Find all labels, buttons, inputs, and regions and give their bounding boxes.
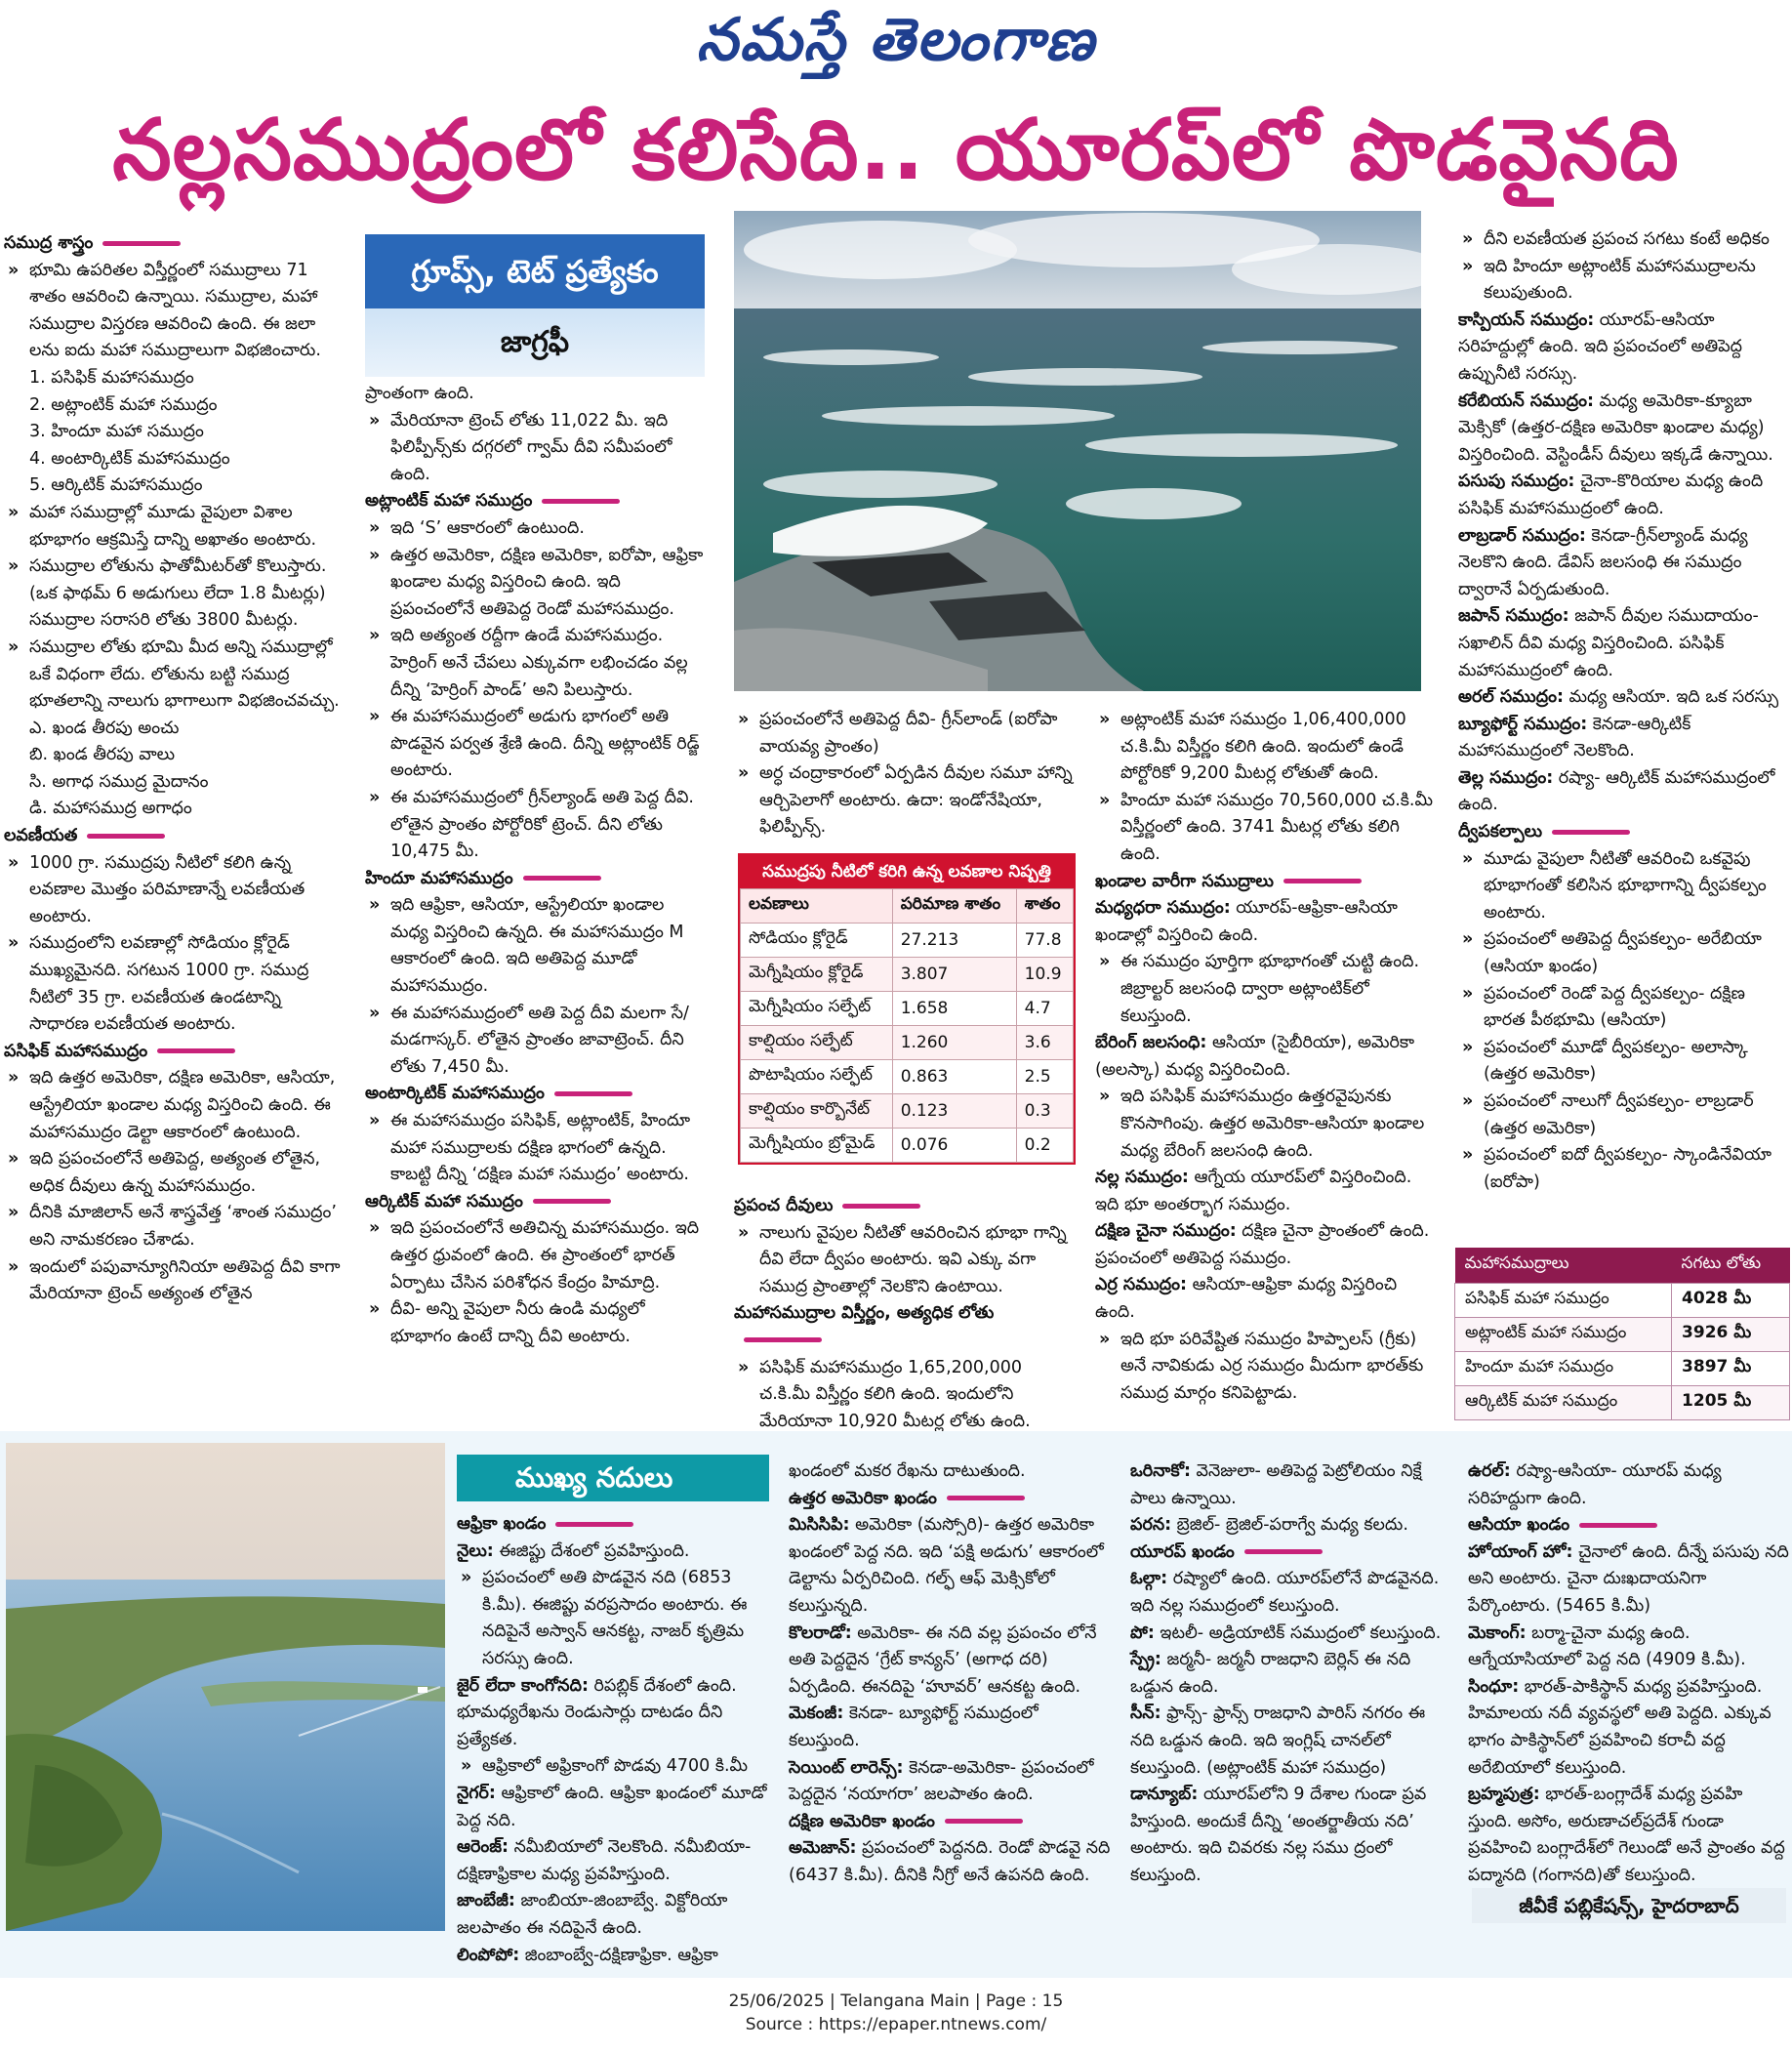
numbered-item: 4. అంటార్కిటిక్ మహాసముద్రం <box>29 448 230 469</box>
bullet-point: » ప్రపంచంలో ఐదో ద్వీపకల్పం- స్కాండినేవియా (ఐరోపా) <box>1458 1142 1790 1196</box>
bullet-point: » హిందూ మహా సముద్రం 70,560,000 చ.కి.మీ విస్తీర్ణంలో ఉంది. 3741 మీటర్ల లోతు కలిగి ఉంది. <box>1095 788 1439 869</box>
term-label: కాస్పియన్ సముద్రం: <box>1458 309 1595 330</box>
term-description: మధ్య ఆసియా. ఇది ఒక సరస్సు <box>1563 687 1779 708</box>
table-cell: 77.8 <box>1016 924 1073 958</box>
keyed-paragraph <box>1095 1218 1439 1272</box>
bullet-point: » ప్రపంచంలో అతిపెద్ద ద్వీపకల్పం- అరేబియా (ఆసియా ఖండం) <box>1458 926 1790 980</box>
term-description: జాంబియా-జింబాబ్వే. విక్టోరియా జలపాతం ఈ నదిపైనే ఉంది. <box>457 1891 728 1938</box>
table-row <box>741 1094 1074 1129</box>
depth-table-header: సగటు లోతు <box>1672 1248 1790 1284</box>
bullet-point: » దీనికి మాజిలాన్ అనే శాస్త్రవేత్త ‘శాంత సముద్రం’ అని నామకరణం చేశాడు. <box>4 1200 344 1253</box>
keyed-paragraph <box>1458 389 1790 470</box>
bullet-point: » పసిఫిక్ మహాసముద్రం 1,65,200,000 చ.కి.మీ విస్తీర్ణం కలిగి ఉంది. ఇందులోని మేరియానా 10,920 మీటర్ల లోతు ఉంది. <box>734 1355 1078 1436</box>
term-label: అమెజాన్: <box>789 1838 857 1859</box>
heading-accent-rule <box>533 1199 611 1204</box>
term-description: జింబాంబ్వే-దక్షిణాఫ్రికా. ఆఫ్రికా <box>519 1945 718 1965</box>
table-cell: 4.7 <box>1016 992 1073 1026</box>
keyed-paragraph <box>789 1701 1111 1754</box>
term-description: రిపబ్లిక్ దేశంలో ఉంది. భూమధ్యరేఖను రెండుసార్లు దాటడం దీని ప్రత్యేకత. <box>457 1675 737 1749</box>
heading-accent-rule <box>87 834 165 839</box>
section-heading <box>789 1486 1111 1513</box>
term-label: డాన్యూబ్: <box>1130 1785 1199 1805</box>
keyed-paragraph <box>1458 523 1790 604</box>
term-label: కరేబియన్ సముద్రం: <box>1458 390 1594 411</box>
section-heading <box>365 488 707 515</box>
term-label: మెకాంగ్: <box>1468 1622 1527 1643</box>
heading-accent-rule <box>1283 879 1362 883</box>
rivers-column-2 <box>789 1458 1111 1890</box>
footer-date-page: 25/06/2025 | Telangana Main | Page : 15 <box>728 1991 1064 2011</box>
term-description: ఆసియా-ఆఫ్రికా మధ్య విస్తరించి ఉంది. <box>1095 1275 1398 1323</box>
heading-accent-rule <box>744 1337 822 1342</box>
bullet-point: » ప్రపంచంలోనే అతిపెద్ద దీవి- గ్రీన్‌లాండ్ (ఐరోపా వాయవ్య ప్రాంతం) <box>734 707 1078 760</box>
headline: నల్లసముద్రంలో కలిసేది.. యూరప్‌లో పొడవైనది <box>112 102 1680 199</box>
bullet-point: » 1000 గ్రా. సముద్రపు నీటిలో కలిగి ఉన్న లవణాల మొత్తం పరిమాణాన్నే లవణీయత అంటారు. <box>4 850 344 931</box>
section-heading-text: ఆఫ్రికా ఖండం <box>457 1514 547 1534</box>
keyed-paragraph <box>1468 1782 1790 1889</box>
heading-accent-rule <box>523 876 601 881</box>
section-heading-text: లవణీయత <box>4 826 78 846</box>
term-description: జపాన్ దీవుల సముదాయం-సఖాలిన్ దీవి మధ్య విస్తరించింది. పసిఫిక్ మహాసముద్రంలో ఉంది. <box>1458 606 1759 680</box>
table-row <box>741 1060 1074 1094</box>
section-heading <box>789 1809 1111 1836</box>
keyed-paragraph <box>1130 1621 1452 1648</box>
salt-table-header: లవణాలు <box>741 889 893 924</box>
table-cell: మెగ్నీషియం బ్రోమైడ్ <box>741 1129 893 1163</box>
table-row <box>741 1129 1074 1163</box>
term-label: లాబ్రడార్ సముద్రం: <box>1458 525 1586 546</box>
bullet-point: » మూడు వైపులా నీటితో ఆవరించి ఒకవైపు భూభాగంతో కలిసిన భూభాగాన్ని ద్వీపకల్పం అంటారు. <box>1458 846 1790 927</box>
numbered-item: సి. అగాధ సముద్ర మైదానం <box>29 771 209 792</box>
term-label: జాంబేజీ: <box>457 1891 515 1911</box>
column-5 <box>1458 226 1790 1196</box>
section-heading <box>1468 1512 1790 1540</box>
section-heading <box>1458 819 1790 846</box>
keyed-paragraph <box>1095 895 1439 949</box>
heading-accent-rule <box>947 1496 1025 1500</box>
term-description: వెనెజులా- అతిపెద్ద పెట్రోలియం నిక్షే పాలు ఉన్నాయి. <box>1130 1461 1422 1508</box>
keyed-paragraph <box>1095 1165 1439 1218</box>
keyed-paragraph <box>1458 684 1790 712</box>
paragraph: ప్రాంతంగా ఉంది. <box>365 384 474 403</box>
keyed-paragraph <box>1458 308 1790 389</box>
keyed-paragraph <box>1130 1647 1452 1701</box>
term-label: మెకంజీ: <box>789 1704 844 1724</box>
keyed-paragraph <box>457 1943 779 1970</box>
term-label: సింధూ: <box>1468 1676 1520 1697</box>
term-description: కెనడా-గ్రీన్‌ల్యాండ్ మధ్య నెలకొని ఉంది. డేవిస్ జలసంధి ఈ సముద్రం ద్వారానే ఏర్పడుతుంది. <box>1458 525 1748 599</box>
publisher-credit: జీవీకే పబ్లికేషన్స్, హైదరాబాద్ <box>1472 1888 1786 1923</box>
footer-source: Source : https://epaper.ntnews.com/ <box>745 2015 1047 2034</box>
section-heading-text: యూరప్ ఖండం <box>1130 1541 1235 1562</box>
table-cell: 0.2 <box>1016 1129 1073 1163</box>
section-heading <box>1130 1540 1452 1567</box>
section-heading <box>457 1511 779 1539</box>
section-heading-text: ప్రపంచ దీవులు <box>734 1196 834 1215</box>
ocean-waves-photo <box>734 211 1421 691</box>
bullet-point: » ఇది అత్యంత రద్దీగా ఉండే మహాసముద్రం. హెర్రింగ్ అనే చేపలు ఎక్కువగా లభించడం వల్ల దీన్ని ‘హెర్రింగ్ పాండ్’ అని పిలుస్తారు. <box>365 623 707 704</box>
term-label: హోయాంగ్ హో: <box>1468 1541 1573 1562</box>
column-3a <box>734 707 1078 842</box>
keyed-paragraph <box>1130 1782 1452 1889</box>
term-description: ఇటలీ- అడ్రియాటిక్ సముద్రంలో కలుస్తుంది. <box>1154 1622 1442 1643</box>
table-cell: హిందూ మహా సముద్రం <box>1455 1352 1672 1386</box>
bullet-point: » ఆఫ్రికాలో అఫ్రికాంగో పొడవు 4700 కి.మీ <box>457 1753 779 1781</box>
table-cell: 2.5 <box>1016 1060 1073 1094</box>
term-label: బ్యూఫోర్ట్ సముద్రం: <box>1458 714 1588 734</box>
term-description: ఆగ్నేయ యూరప్‌లో విస్తరించింది. ఇది భూ అంతర్భాగ సముద్రం. <box>1095 1168 1412 1214</box>
keyed-paragraph <box>457 1673 779 1754</box>
rivers-column-4 <box>1468 1458 1790 1890</box>
keyed-paragraph <box>1458 712 1790 765</box>
section-heading <box>365 1081 707 1108</box>
bullet-point: » అర్ధ చంద్రాకారంలో ఏర్పడిన దీవుల సమూ హాన్ని ఆర్చిపెలాగో అంటారు. ఉదా: ఇండోనేషియా, ఫిలిప్పీన్స్. <box>734 760 1078 842</box>
term-description: భారత్-బంగ్లాదేశ్ మధ్య ప్రవహి స్తుంది. అసోం, అరుణాచల్‌ప్రదేశ్ గుండా ప్రవహించి బంగ్లాదేశ్‌లో గెలుండో అనే ప్రాంతం వద్ద పద్మానది (గంగానది)తో కలుస్తుంది. <box>1468 1785 1785 1885</box>
table-cell: ఆర్కిటిక్ మహా సముద్రం <box>1455 1386 1672 1420</box>
bullet-point: » ఇది ఆఫ్రికా, ఆసియా, ఆస్ట్రేలియా ఖండాల మధ్య విస్తరించి ఉన్నది. ఈ మహాసముద్రం M ఆకారంలో ఉంది. ఇది అతిపెద్ద మూడో మహాసముద్రం. <box>365 892 707 1000</box>
section-heading-text: మహాసముద్రాల విస్తీర్ణం, అత్యధిక లోతు <box>734 1303 995 1324</box>
ocean-depth-table <box>1454 1248 1790 1420</box>
keyed-paragraph <box>789 1835 1111 1889</box>
table-cell: 1205 మీ <box>1672 1386 1790 1420</box>
table-row <box>1455 1386 1790 1420</box>
keyed-paragraph <box>1468 1458 1790 1512</box>
keyed-paragraph <box>457 1781 779 1834</box>
section-tag <box>365 234 705 377</box>
numbered-item: బి. ఖండ తీరపు వాలు <box>29 745 176 765</box>
keyed-paragraph <box>1468 1674 1790 1782</box>
term-description: ప్రపంచంలో పెద్దనది. రెండో పొడవై నది (6437 కి.మీ). దీనికి నీగ్రో అనే ఉపనది ఉంది. <box>789 1838 1111 1885</box>
term-label: అరల్ సముద్రం: <box>1458 687 1564 708</box>
paragraph: ఖండంలో మకర రేఖను దాటుతుంది. <box>789 1461 1026 1481</box>
table-cell: 10.9 <box>1016 958 1073 992</box>
salt-proportion-table <box>738 853 1076 1165</box>
term-label: ఒరినాకో: <box>1130 1461 1191 1481</box>
term-label: బేరింగ్ జలసంధి: <box>1095 1033 1207 1053</box>
bullet-point: » ఇది భూ పరివేష్టిత సముద్రం హిప్పాలస్ (గ్రీకు) అనే నావికుడు ఎర్ర సముద్రం మీదుగా భారత్‌కు సముద్ర మార్గం కనిపెట్టాడు. <box>1095 1327 1439 1408</box>
section-heading-text: అంటార్కిటిక్ మహాసముద్రం <box>365 1084 545 1104</box>
bullet-point: » భూమి ఉపరితల విస్తీర్ణంలో సముద్రాలు 71 శాతం ఆవరించి ఉన్నాయి. సముద్రాల, మహా సముద్రాల విస్తరణ ఆవరించి ఉంది. ఈ జలా లను ఐదు మహా సముద్రాలుగా విభజించారు. <box>4 258 344 365</box>
term-description: యూరప్-ఆసియా సరిహద్దుల్లో ఉంది. ఇది ప్రపంచంలో అతిపెద్ద ఉప్పునీటి సరస్సు. <box>1458 309 1742 384</box>
bullet-point: » ప్రపంచంలో మూడో ద్వీపకల్పం- అలాస్కా (ఉత్తర అమెరికా) <box>1458 1035 1790 1088</box>
section-heading-text: ద్వీపకల్పాలు <box>1458 822 1543 842</box>
bullet-point: » ఇది ‘S’ ఆకారంలో ఉంటుంది. <box>365 515 707 543</box>
bullet-point: » ఇది ప్రపంచంలోనే అతిపెద్ద, అత్యంత లోతైన, అధిక దీవులు ఉన్న మహాసముద్రం. <box>4 1146 344 1200</box>
term-label: మధ్యధరా సముద్రం: <box>1095 898 1231 919</box>
heading-accent-rule <box>555 1522 633 1527</box>
keyed-paragraph <box>1468 1540 1790 1621</box>
bullet-point: » మహా సముద్రాల్లో మూడు వైపులా విశాల భూభాగం ఆక్రమిస్తే దాన్ని అఖాతం అంటారు. <box>4 500 344 554</box>
table-row <box>1455 1284 1790 1318</box>
table-row <box>741 924 1074 958</box>
keyed-paragraph <box>1458 603 1790 684</box>
keyed-paragraph <box>1130 1566 1452 1620</box>
bullet-point: » ఉత్తర అమెరికా, దక్షిణ అమెరికా, ఐరోపా, ఆఫ్రికా ఖండాల మధ్య విస్తరించి ఉంది. ఇది ప్రపంచంలోనే అతిపెద్ద రెండో మహాసముద్రం. <box>365 543 707 624</box>
bullet-point: » సముద్రాల లోతును ఫాతోమీటర్‌తో కొలుస్తారు. (ఒక ఫాథమ్ 6 అడుగులు లేదా 1.8 మీటర్లు) సముద్రాల సరాసరి లోతు 3800 మీటర్లు. <box>4 554 344 635</box>
heading-accent-rule <box>157 1048 235 1053</box>
keyed-paragraph <box>457 1888 779 1942</box>
term-label: తెల్ల సముద్రం: <box>1458 767 1554 788</box>
table-cell: 3926 మీ <box>1672 1318 1790 1352</box>
term-label: పరన: <box>1130 1515 1172 1536</box>
table-cell: 3.807 <box>892 958 1016 992</box>
section-heading <box>734 1300 1078 1354</box>
term-description: కెనడా- బ్యూఫోర్ట్ సముద్రంలో కలుస్తుంది. <box>789 1704 1039 1750</box>
term-description: కెనడా-అమెరికా- ప్రపంచంలో పెద్దదైన ‘నయాగరా’ జలపాతం ఉంది. <box>789 1757 1094 1805</box>
keyed-paragraph <box>1130 1512 1452 1540</box>
section-heading <box>734 1193 1078 1220</box>
salt-table-grid <box>740 888 1074 1163</box>
keyed-paragraph <box>1468 1621 1790 1674</box>
bullet-point: » నాలుగు వైపుల నీటితో ఆవరించిన భూభా గాన్ని దీవి లేదా ద్వీపం అంటారు. ఇవి ఎక్కు వగా సముద్ర ప్రాంతాల్లో నెలకొని ఉంటాయి. <box>734 1220 1078 1301</box>
table-cell: కాల్షియం కార్బొనేట్ <box>741 1094 893 1129</box>
term-description: ఆసియా (సైబీరియా), అమెరికా (అలస్కా) మధ్య విస్తరించింది. <box>1095 1033 1415 1080</box>
term-description: ఆఫ్రికాలో ఉంది. ఆఫ్రికా ఖండంలో మూడో పెద్ద నది. <box>457 1783 767 1830</box>
keyed-paragraph <box>789 1755 1111 1809</box>
keyed-paragraph <box>789 1621 1111 1702</box>
term-label: నల్ల సముద్రం: <box>1095 1168 1189 1188</box>
term-description: ఈజిప్టు దేశంలో ప్రవహిస్తుంది. <box>493 1540 690 1561</box>
term-label: దక్షిణ చైనా సముద్రం: <box>1095 1221 1237 1242</box>
salt-table-header: పరిమాణ శాతం <box>892 889 1016 924</box>
bullet-point: » ఈ మహాసముద్రంలో అతి పెద్ద దీవి మలగా సే/మడగాస్కర్. లోతైన ప్రాంతం జావాట్రెంచ్. దీని లోతు 7,450 మీ. <box>365 1001 707 1082</box>
term-description: రష్యాలో ఉంది. యూరప్‌లోనే పొడవైనది. ఇది నల్ల సముద్రంలో కలుస్తుంది. <box>1130 1569 1440 1616</box>
bullet-point: » ఈ మహాసముద్రం పసిఫిక్, అట్లాంటిక్, హిందూ మహా సముద్రాలకు దక్షిణ భాగంలో ఉన్నది. కాబట్టి దీన్ని ‘దక్షిణ మహా సముద్రం’ అంటారు. <box>365 1108 707 1189</box>
bullet-point: » దీని లవణీయత ప్రపంచ సగటు కంటే అధికం <box>1458 226 1790 254</box>
section-heading <box>1095 869 1439 896</box>
table-cell: మెగ్నీషియం సల్ఫేట్ <box>741 992 893 1026</box>
bullet-point: » ఇది హిందూ అట్లాంటిక్ మహాసముద్రాలను కలుపుతుంది. <box>1458 254 1790 308</box>
term-label: నైగర్: <box>457 1783 496 1803</box>
term-description: యూరప్-ఆఫ్రికా-ఆసియా ఖండాల్లో విస్తరించి ఉంది. <box>1095 898 1398 945</box>
table-cell: 1.260 <box>892 1026 1016 1060</box>
term-description: ఫ్రాన్స్- ఫ్రాన్స్ రాజధాని పారిస్ నగరం ఈ నది ఒడ్డున ఉంది. ఇది ఇంగ్లిష్ చానల్‌లో కలుస్తుంది. (అట్లాంటిక్ మహా సముద్రం) <box>1130 1704 1426 1778</box>
bullet-point: » అట్లాంటిక్ మహా సముద్రం 1,06,400,000 చ.కి.మీ విస్తీర్ణం కలిగి ఉంది. ఇందులో ఉండే పోర్టోరికో 9,200 మీటర్ల లోతుతో ఉంది. <box>1095 707 1439 788</box>
section-heading-text: అట్లాంటిక్ మహా సముద్రం <box>365 491 533 512</box>
term-label: స్ప్రే: <box>1130 1650 1161 1670</box>
table-cell: పొటాషియం సల్ఫేట్ <box>741 1060 893 1094</box>
numbered-item: 2. అట్లాంటిక్ మహా సముద్రం <box>29 394 218 415</box>
table-row <box>741 1026 1074 1060</box>
section-heading-text: పసిఫిక్ మహాసముద్రం <box>4 1041 148 1061</box>
section-heading <box>4 823 344 850</box>
table-cell: 3.6 <box>1016 1026 1073 1060</box>
bullet-point: » ప్రపంచంలో రెండో పెద్ద ద్వీపకల్పం- దక్షిణ భారత పీఠభూమి (ఆసియా) <box>1458 981 1790 1035</box>
section-heading-text: ఖండాల వారీగా సముద్రాలు <box>1095 871 1274 891</box>
rivers-heading: ముఖ్య నదులు <box>457 1455 769 1501</box>
table-row <box>741 992 1074 1026</box>
bullet-point: » ఈ మహాసముద్రంలో గ్రీన్‌ల్యాండ్ అతి పెద్ద దీవి. లోతైన ప్రాంతం పోర్టోరికో ట్రెంచ్. దీని లోతు 10,475 మీ. <box>365 785 707 866</box>
tag-title: గ్రూప్స్, టెట్ ప్రత్యేకం <box>365 234 705 308</box>
numbered-item: 1. పసిఫిక్ మహాసముద్రం <box>29 367 194 388</box>
table-cell: 0.076 <box>892 1129 1016 1163</box>
term-description: నమీబియాలో నెలకొంది. నమీబియా-దక్షిణాఫ్రికాల మధ్య ప్రవహిస్తుంది. <box>457 1837 752 1884</box>
section-heading <box>365 866 707 893</box>
table-cell: 4028 మీ <box>1672 1284 1790 1318</box>
bullet-point: » దీవి- అన్ని వైపులా నీరు ఉండి మధ్యలో భూభాగం ఉంటే దాన్ని దీవి అంటారు. <box>365 1296 707 1350</box>
column-4 <box>1095 707 1439 1407</box>
heading-accent-rule <box>842 1204 920 1209</box>
term-description: బర్మా-చైనా మధ్య ఉంది. ఆగ్నేయాసియాలో పెద్ద నది (4909 కి.మీ). <box>1468 1622 1746 1670</box>
term-description: చైనా-కొరియాల మధ్య ఉంది పసిఫిక్ మహాసముద్రంలో ఉంది. <box>1458 472 1764 518</box>
section-heading-text: దక్షిణ అమెరికా ఖండం <box>789 1811 935 1831</box>
term-description: మధ్య అమెరికా-క్యూబా మెక్సికో (ఉత్తర-దక్షిణ అమెరికా ఖండాల మధ్య) విస్తరించింది. వెస్టిండీస్ దీవులు ఇక్కడే ఉన్నాయి. <box>1458 390 1773 465</box>
term-label: ఆరెంజ్: <box>457 1837 509 1858</box>
term-label: ఎర్ర సముద్రం: <box>1095 1275 1187 1295</box>
river-aerial-photo <box>6 1443 445 1931</box>
table-cell: 0.123 <box>892 1094 1016 1129</box>
keyed-paragraph <box>1458 765 1790 819</box>
term-description: బ్రెజిల్- బ్రెజిల్-పరాగ్వే మధ్య కలదు. <box>1171 1515 1408 1536</box>
heading-accent-rule <box>1244 1549 1323 1554</box>
heading-accent-rule <box>1579 1523 1657 1528</box>
table-cell: అట్లాంటిక్ మహా సముద్రం <box>1455 1318 1672 1352</box>
heading-accent-rule <box>554 1091 632 1096</box>
term-label: నైలు: <box>457 1540 494 1561</box>
bullet-point: » మేరియానా ట్రెంచ్ లోతు 11,022 మీ. ఇది ఫిలిప్పీన్స్‌కు దగ్గరలో గ్వామ్ దీవి సమీపంలో ఉంది. <box>365 408 707 489</box>
term-label: ఉరల్: <box>1468 1461 1511 1481</box>
term-label: సెయింట్ లారెన్స్: <box>789 1757 904 1778</box>
heading-accent-rule <box>542 499 620 504</box>
table-cell: 0.863 <box>892 1060 1016 1094</box>
table-cell: సోడియం క్లోరైడ్ <box>741 924 893 958</box>
rivers-column-1 <box>457 1511 779 1969</box>
table-cell: మెగ్నీషియం క్లోరైడ్ <box>741 958 893 992</box>
heading-accent-rule <box>945 1819 1023 1824</box>
section-heading-text: సముద్ర శాస్త్రం <box>4 233 94 253</box>
bullet-point: » ఇది ప్రపంచంలోనే అతిచిన్న మహాసముద్రం. ఇది ఉత్తర ధ్రువంలో ఉంది. ఈ ప్రాంతంలో భారత్ ఏర్పాటు చేసిన పరిశోధన కేంద్రం హిమాద్రి. <box>365 1215 707 1296</box>
term-label: మిసిసిపి: <box>789 1515 850 1536</box>
bullet-point: » ప్రపంచంలో నాలుగో ద్వీపకల్పం- లాబ్రడార్ (ఉత్తర అమెరికా) <box>1458 1088 1790 1142</box>
term-label: ఓల్గా: <box>1130 1569 1168 1589</box>
term-label: లింపోపో: <box>457 1945 520 1965</box>
salt-table-title: సముద్రపు నీటిలో కరిగి ఉన్న లవణాల నిష్పత్తి <box>740 855 1074 888</box>
term-description: చైనాలో ఉంది. దీన్నే పసుపు నది అని అంటారు. చైనా దుఃఖదాయనిగా పేర్కొంటారు. (5465 కి.మీ) <box>1468 1541 1789 1616</box>
heading-accent-rule <box>102 241 181 246</box>
term-label: జైర్ లేదా కాంగోనది: <box>457 1675 589 1696</box>
column-3b <box>734 1193 1078 1435</box>
section-heading <box>4 230 344 258</box>
term-description: జర్మనీ- జర్మనీ రాజధాని బెర్లిన్ ఈ నది ఒడ్డున ఉంది. <box>1130 1650 1411 1697</box>
depth-table-header: మహాసముద్రాలు <box>1455 1248 1672 1284</box>
term-description: రష్యా- ఆర్కిటిక్ మహాసముద్రంలో ఉంది. <box>1458 767 1775 815</box>
bullet-point: » ఈ సముద్రం పూర్తిగా భూభాగంతో చుట్టి ఉంది. జిబ్రాల్టర్ జలసంధి ద్వారా అట్లాంటిక్‌లో కలుస్తుంది. <box>1095 949 1439 1030</box>
table-row <box>1455 1352 1790 1386</box>
section-heading-text: ఆర్కిటిక్ మహా సముద్రం <box>365 1191 523 1211</box>
keyed-paragraph <box>1130 1701 1452 1782</box>
term-description: కెనడా-ఆర్కిటిక్ మహాసముద్రంలో నెలకొంది. <box>1458 714 1691 761</box>
term-description: యూరప్‌లోని 9 దేశాల గుండా ప్రవ హిస్తుంది. అందుకే దీన్ని ‘అంతర్జాతీయ నది’ అంటారు. ఇది చివరకు నల్ల సము ద్రంలో కలుస్తుంది. <box>1130 1785 1427 1885</box>
numbered-item: ఎ. ఖండ తీరపు అంచు <box>29 718 180 738</box>
bullet-point: » ఇందులో పపువాన్యూగినియా అతిపెద్ద దీవి కాగా మేరియానా ట్రెంచ్ అత్యంత లోతైన <box>4 1254 344 1308</box>
section-heading <box>365 1189 707 1216</box>
section-heading-text: ఉత్తర అమెరికా ఖండం <box>789 1488 937 1508</box>
term-description: అమెరికా (మస్సోరి)- ఉత్తర అమెరికా ఖండంలో పెద్ద నది. ఇది ‘పక్షి అడుగు’ ఆకారంలో డెల్టాను ఏర్పరిచింది. గల్ఫ్ ఆఫ్ మెక్సికోలో కలుస్తున్నది. <box>789 1515 1104 1616</box>
term-label: జపాన్ సముద్రం: <box>1458 606 1569 627</box>
term-label: బ్రహ్మపుత్ర: <box>1468 1785 1540 1805</box>
column-1 <box>4 230 344 1308</box>
term-description: రష్యా-ఆసియా- యూరప్ మధ్య సరిహద్దుగా ఉంది. <box>1468 1461 1722 1508</box>
keyed-paragraph <box>1095 1030 1439 1084</box>
salt-table-header: శాతం <box>1016 889 1073 924</box>
tag-subject: జాగ్రఫీ <box>365 308 705 377</box>
table-cell: 3897 మీ <box>1672 1352 1790 1386</box>
term-label: పో: <box>1130 1622 1155 1643</box>
keyed-paragraph <box>1130 1458 1452 1512</box>
table-cell: కాల్షియం సల్ఫేట్ <box>741 1026 893 1060</box>
numbered-item: 5. ఆర్కిటిక్ మహాసముద్రం <box>29 475 203 496</box>
term-description: భారత్-పాకిస్థాన్ మధ్య ప్రవహిస్తుంది. హిమాలయ నదీ వ్యవస్థలో అతి పెద్దది. ఎక్కువ భాగం పాకిస్థాన్‌లో ప్రవహించి కరాచీ వద్ద అరేబియాలో కలుస్తుంది. <box>1468 1676 1772 1778</box>
term-label: పసుపు సముద్రం: <box>1458 472 1575 492</box>
bullet-point: » సముద్రాల లోతు భూమి మీద అన్ని సముద్రాల్లో ఒకే విధంగా లేదు. లోతును బట్టి సముద్ర భూతలాన్ని నాలుగు భాగాలుగా విభజించవచ్చు. <box>4 635 344 716</box>
section-heading-text: హిందూ మహాసముద్రం <box>365 868 513 888</box>
keyed-paragraph <box>1458 469 1790 522</box>
bullet-point: » ప్రపంచంలో అతి పొడవైన నది (6853 కి.మీ). ఈజిప్టు వరప్రసాదం అంటారు. ఈ నదిపైనే అస్వాన్ ఆనకట్ట, నాజర్ కృత్రిమ సరస్సు ఉంది. <box>457 1565 779 1672</box>
table-cell: 0.3 <box>1016 1094 1073 1129</box>
table-row <box>741 958 1074 992</box>
bullet-point: » ఇది ఉత్తర అమెరికా, దక్షిణ అమెరికా, ఆసియా, ఆస్ట్రేలియా ఖండాల మధ్య విస్తరించి ఉంది. ఈ మహాసముద్రం డెల్టా ఆకారంలో ఉంటుంది. <box>4 1065 344 1146</box>
bullet-point: » ఈ మహాసముద్రంలో అడుగు భాగంలో అతి పొడవైన పర్వత శ్రేణి ఉంది. దీన్ని అట్లాంటిక్ రిడ్జ్ అంటారు. <box>365 704 707 785</box>
table-cell: 1.658 <box>892 992 1016 1026</box>
term-description: దక్షిణ చైనా ప్రాంతంలో ఉంది. ప్రపంచంలో అతిపెద్ద సముద్రం. <box>1095 1221 1430 1268</box>
keyed-paragraph <box>789 1512 1111 1620</box>
numbered-item: డి. మహాసముద్ర అగాధం <box>29 799 192 819</box>
numbered-item: 3. హిందూ మహా సముద్రం <box>29 422 204 442</box>
keyed-paragraph <box>1095 1272 1439 1326</box>
term-label: కొలరాడో: <box>789 1622 852 1643</box>
rivers-column-3 <box>1130 1458 1452 1890</box>
section-heading <box>4 1039 344 1066</box>
bullet-point: » సముద్రంలోని లవణాల్లో సోడియం క్లోరైడ్ ముఖ్యమైనది. సగటున 1000 గ్రా. సముద్ర నీటిలో 35 గ్రా. లవణీయత ఉండటాన్ని సాధారణ లవణీయత అంటారు. <box>4 930 344 1038</box>
term-description: అమెరికా- ఈ నది వల్ల ప్రపంచం లోనే అతి పెద్దదైన ‘గ్రేట్ కాన్యన్’ (అగాధ దరి) ఏర్పడింది. ఈనదిపై ‘హూవర్’ ఆనకట్ట ఉంది. <box>789 1622 1097 1697</box>
masthead: నమస్తే తెలంగాణ <box>696 6 1096 74</box>
section-heading-text: ఆసియా ఖండం <box>1468 1515 1570 1536</box>
bullet-point: » ఇది పసిఫిక్ మహాసముద్రం ఉత్తరవైపునకు కొనసాగింపు. ఉత్తర అమెరికా-ఆసియా ఖండాల మధ్య బేరింగ్ జలసంధి ఉంది. <box>1095 1084 1439 1165</box>
table-cell: పసిఫిక్ మహా సముద్రం <box>1455 1284 1672 1318</box>
keyed-paragraph <box>457 1834 779 1888</box>
table-row <box>1455 1318 1790 1352</box>
term-label: సీన్: <box>1130 1704 1161 1724</box>
keyed-paragraph <box>457 1539 779 1566</box>
column-2 <box>365 381 707 1350</box>
table-cell: 27.213 <box>892 924 1016 958</box>
heading-accent-rule <box>1552 830 1630 835</box>
